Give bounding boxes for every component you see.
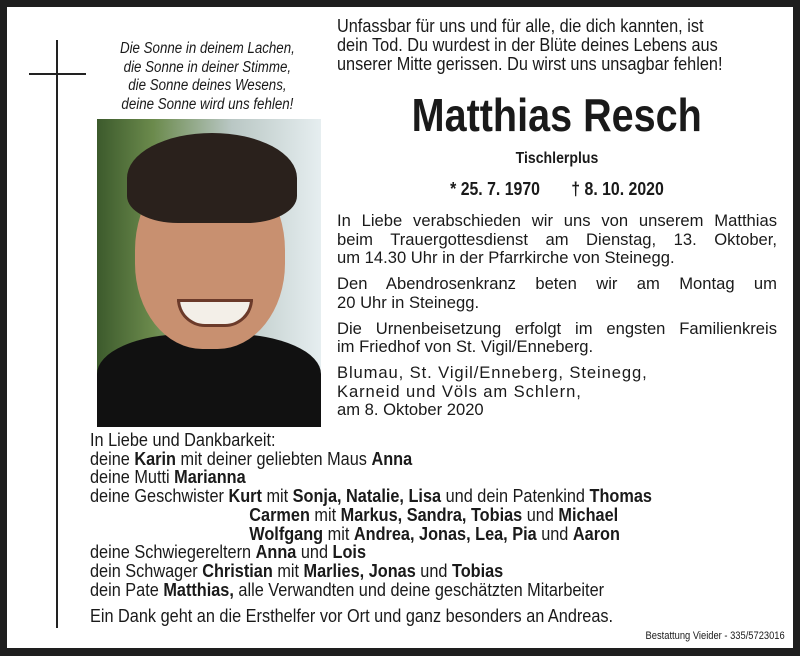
family-text: mit	[309, 503, 341, 525]
paragraph-line: beim Trauergottesdienst am Dienstag, 13. Oktober,	[337, 229, 777, 249]
memorial-quote	[87, 40, 328, 114]
cross-icon-bar	[29, 73, 86, 75]
paragraph	[337, 320, 777, 357]
family-text: deine	[90, 447, 135, 469]
family-member-name: Marianna	[174, 466, 246, 488]
funeral-details	[337, 212, 777, 427]
deceased-name	[337, 88, 777, 142]
family-text: deine Schwiegereltern	[90, 541, 256, 563]
family-member-name: Anna	[255, 541, 297, 563]
paragraph-line: um 14.30 Uhr in der Pfarrkirche von Steinegg.	[337, 248, 675, 267]
family-text: und	[415, 559, 452, 581]
family-member-name: Andrea, Jonas, Lea, Pia	[353, 522, 537, 544]
quote-line: die Sonne deines Wesens,	[128, 77, 287, 95]
family-member-name: Sonja, Natalie, Lisa	[292, 485, 442, 507]
paragraph	[337, 364, 777, 420]
paragraph-line: In Liebe verabschieden wir uns von unserem Matthias	[337, 211, 777, 230]
intro-text	[337, 16, 777, 73]
family-text: mit deiner geliebten Maus	[175, 447, 372, 469]
quote-line: die Sonne in deiner Stimme,	[123, 58, 292, 76]
family-text: dein Schwager	[90, 559, 203, 581]
intro-line: unserer Mitte gerissen. Du wirst uns unsagbar fehlen!	[337, 53, 723, 74]
family-text: deine Geschwister	[90, 485, 229, 507]
quote-line: Die Sonne in deinem Lachen,	[119, 40, 295, 57]
family-text: und	[296, 541, 333, 563]
family-text: mit	[261, 485, 293, 507]
family-list	[90, 431, 776, 626]
paragraph-line: Die Urnenbeisetzung erfolgt im engsten Familienkreis	[337, 318, 777, 338]
photo-hair	[127, 133, 297, 223]
family-member-name: Anna	[371, 447, 413, 469]
death-date: † 8. 10. 2020	[570, 179, 664, 199]
family-text: mit	[272, 559, 304, 581]
family-member-name: Karin	[134, 447, 176, 469]
family-member-name: Marlies, Jonas	[303, 559, 416, 581]
family-text: und	[536, 522, 573, 544]
family-member-name: Lois	[332, 541, 367, 563]
job-text: Tischlerplus	[515, 150, 599, 167]
paragraph-line: Blumau, St. Vigil/Enneberg, Steinegg,	[337, 363, 648, 382]
paragraph	[337, 212, 777, 268]
paragraph-line: Den Abendrosenkranz beten wir am Montag um	[337, 274, 777, 293]
family-member-name: Christian	[202, 559, 273, 581]
family-member-name: Wolfgang	[249, 522, 324, 544]
paragraph-line: 20 Uhr in Steinegg.	[337, 292, 480, 312]
name-text: Matthias Resch	[411, 89, 703, 141]
life-dates	[337, 178, 777, 200]
family-text: dein Pate	[90, 578, 164, 600]
family-member-name: Thomas	[589, 485, 652, 507]
funeral-home-contact: Bestattung Vieider - 335/5723016	[645, 630, 785, 642]
quote-line: deine Sonne wird uns fehlen!	[121, 95, 294, 113]
portrait-photo	[97, 119, 321, 427]
cross-icon	[56, 40, 58, 628]
thanks-note: Ein Dank geht an die Ersthelfer vor Ort und ganz besonders an Andreas.	[90, 605, 614, 627]
family-text: und	[522, 503, 559, 525]
family-member-name: Matthias,	[163, 578, 234, 600]
obituary-notice	[7, 7, 793, 648]
family-text: und dein Patenkind	[441, 485, 590, 507]
family-member-name: Markus, Sandra, Tobias	[340, 503, 523, 525]
family-text: alle Verwandten und deine geschätzten Mitarbeiter	[233, 578, 605, 600]
intro-line: dein Tod. Du wurdest in der Blüte deines Lebens aus	[337, 34, 718, 55]
family-member-name: Kurt	[228, 485, 262, 507]
birth-date: * 25. 7. 1970	[450, 179, 541, 199]
family-member-name: Aaron	[572, 522, 620, 544]
family-text: deine Mutti	[90, 466, 175, 488]
family-member-name: Michael	[558, 503, 619, 525]
family-member-name: Tobias	[451, 559, 504, 581]
paragraph-line: am 8. Oktober 2020	[337, 400, 484, 419]
paragraph-line: Karneid und Völs am Schlern,	[337, 381, 582, 401]
family-line	[90, 578, 776, 600]
paragraph	[337, 275, 777, 312]
paragraph-line: im Friedhof von St. Vigil/Enneberg.	[337, 337, 594, 356]
family-text: mit	[323, 522, 354, 544]
family-text: In Liebe und Dankbarkeit:	[90, 429, 276, 450]
family-member-name: Carmen	[249, 503, 310, 525]
intro-line: Unfassbar für uns und für alle, die dich kannten, ist	[337, 15, 704, 36]
company-name	[337, 149, 777, 169]
